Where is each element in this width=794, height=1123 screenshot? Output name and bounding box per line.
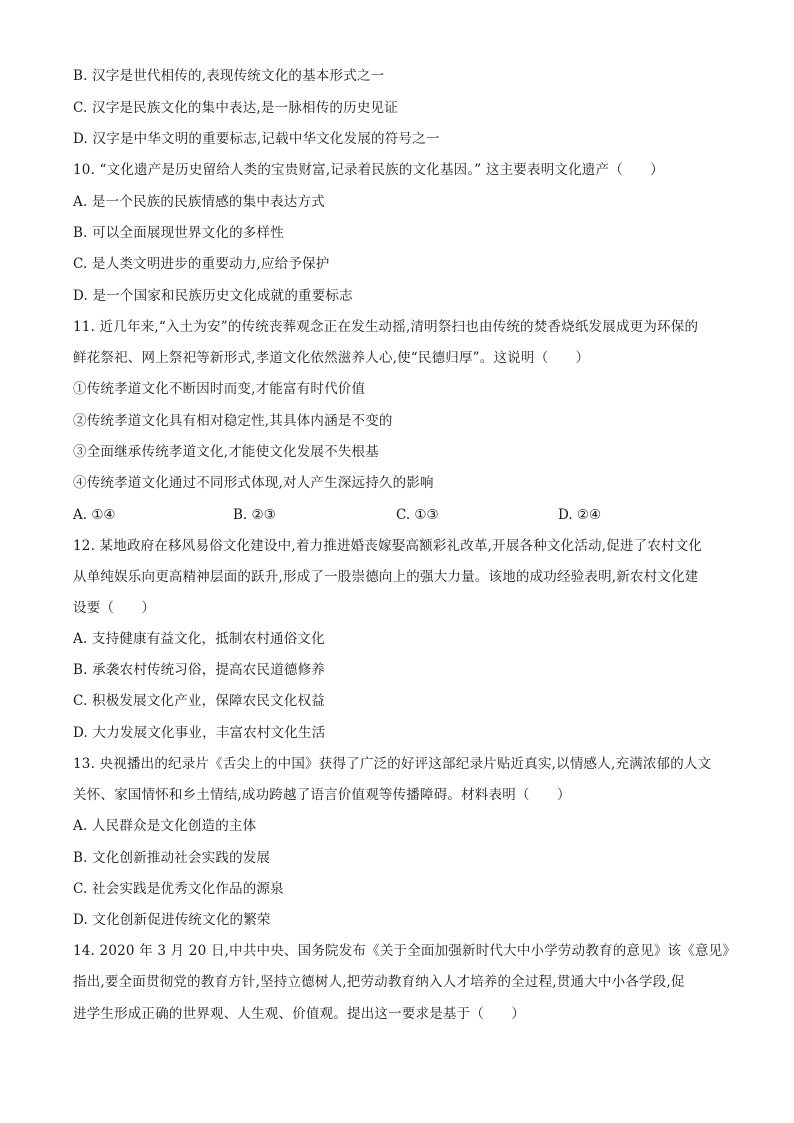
q11-stem-line1: 11. 近几年来,“入土为安”的传统丧葬观念正在发生动摇,清明祭扫也由传统的焚香烧纸发展成更为环保的 (73, 319, 699, 335)
q11-option-c: C. ①③ (396, 507, 439, 523)
q12-option-a: A. 支持健康有益文化，抵制农村通俗文化 (73, 631, 325, 647)
q10-stem: 10. “文化遗产是历史留给人类的宝贵财富,记录着民族的文化基因。” 这主要表明文化遗产（ ） (73, 162, 664, 178)
q10-option-a: A. 是一个民族的民族情感的集中表达方式 (73, 194, 325, 210)
q9-option-b: B. 汉字是世代相传的,表现传统文化的基本形式之一 (73, 68, 385, 84)
q10-option-c: C. 是人类文明进步的重要动力,应给予保护 (73, 256, 330, 272)
q11-option-b: B. ②③ (233, 507, 276, 523)
q10-option-d: D. 是一个国家和民族历史文化成就的重要标志 (73, 288, 353, 304)
q11-statement-2: ②传统孝道文化具有相对稳定性,其具体内涵是不变的 (73, 413, 393, 429)
q11-statement-4: ④传统孝道文化通过不同形式体现,对人产生深远持久的影响 (73, 475, 434, 491)
q12-stem-line2: 从单纯娱乐向更高精神层面的跃升,形成了一股崇德向上的强大力量。该地的成功经验表明,新农村文化建 (73, 569, 699, 585)
q14-stem-line3: 进学生形成正确的世界观、人生观、价值观。提出这一要求是基于（ ） (73, 1006, 526, 1022)
q9-option-d: D. 汉字是中华文明的重要标志,记载中华文化发展的符号之一 (73, 131, 440, 147)
q14-stem-line1: 14. 2020 年 3 月 20 日,中共中央、国务院发布《关于全面加强新时代大中小学劳动教育的意见》该《意见》 (73, 943, 737, 959)
q13-stem-line1: 13. 央视播出的纪录片《舌尖上的中国》获得了广泛的好评这部纪录片贴近真实,以情感人,充满浓郁的人文 (73, 756, 712, 772)
q11-statement-3: ③全面继承传统孝道文化,才能使文化发展不失根基 (73, 444, 379, 460)
q13-option-c: C. 社会实践是优秀文化作品的源泉 (73, 881, 284, 897)
q11-stem-line2: 鲜花祭祀、网上祭祀等新形式,孝道文化依然滋养人心,使“民德归厚”。这说明（ ） (73, 350, 590, 366)
q11-statement-1: ①传统孝道文化不断因时而变,才能富有时代价值 (73, 381, 366, 397)
q14-stem-line2: 指出,要全面贯彻党的教育方针,坚持立德树人,把劳动教育纳入人才培养的全过程,贯通大中小各学段,促 (73, 974, 685, 990)
q10-option-b: B. 可以全面展现世界文化的多样性 (73, 225, 284, 241)
q9-option-c: C. 汉字是民族文化的集中表达,是一脉相传的历史见证 (73, 100, 398, 116)
q12-option-b: B. 承袭农村传统习俗，提高农民道德修养 (73, 662, 326, 678)
q12-stem-line1: 12. 某地政府在移风易俗文化建设中,着力推进婚丧嫁娶高额彩礼改革,开展各种文化活动,促进了农村文化 (73, 538, 703, 554)
q13-option-d: D. 文化创新促进传统文化的繁荣 (73, 912, 271, 928)
q12-option-c: C. 积极发展文化产业，保障农民文化权益 (73, 693, 325, 709)
q13-stem-line2: 关怀、家国情怀和乡土情结,成功跨越了语言价值观等传播障碍。材料表明（ ） (73, 787, 571, 803)
q12-option-d: D. 大力发展文化事业，丰富农村文化生活 (73, 725, 326, 741)
q12-stem-line3: 设要（ ） (73, 600, 156, 616)
q11-option-d: D. ②④ (558, 507, 602, 523)
q13-option-a: A. 人民群众是文化创造的主体 (73, 818, 257, 834)
q13-option-b: B. 文化创新推动社会实践的发展 (73, 850, 271, 866)
q11-option-a: A. ①④ (73, 507, 116, 523)
